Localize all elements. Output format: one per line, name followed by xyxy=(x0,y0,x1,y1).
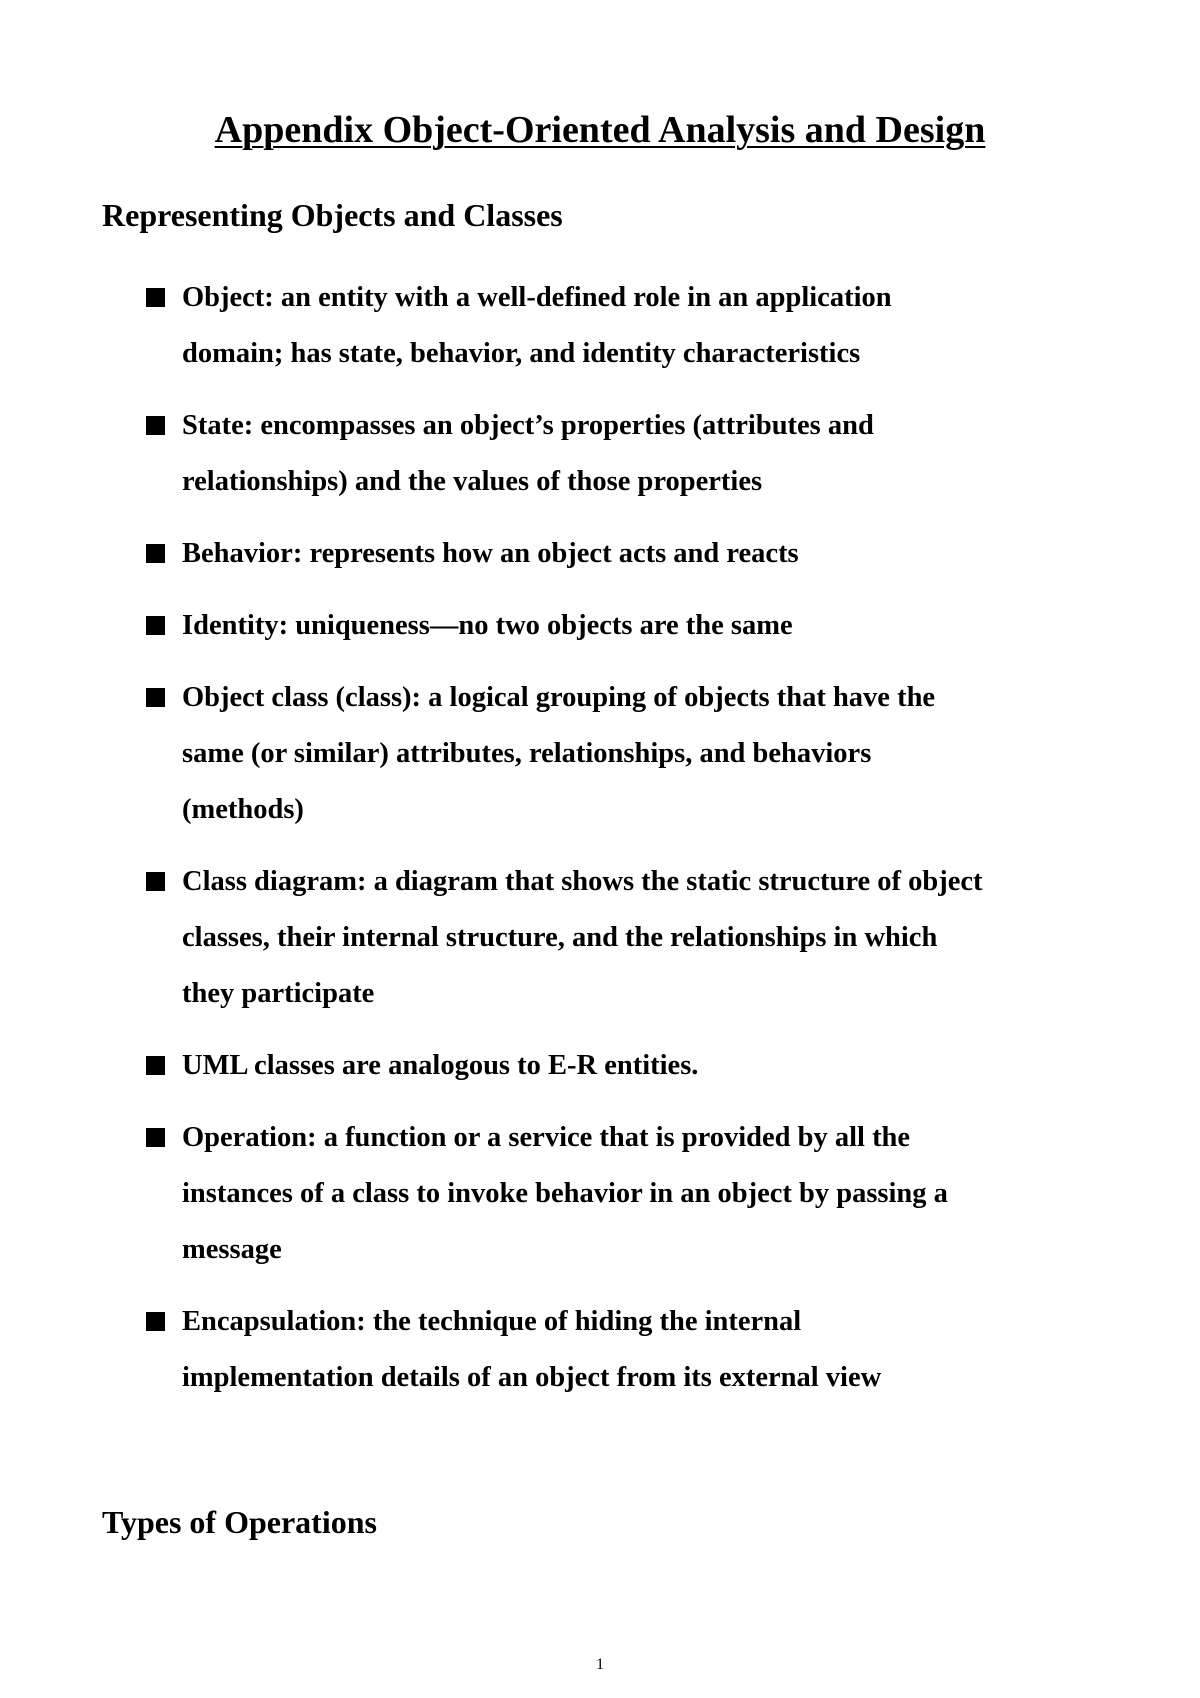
list-item-identity xyxy=(146,598,1106,654)
square-bullet-icon xyxy=(146,688,165,707)
list-item-object-class xyxy=(146,670,1106,838)
bullet-text: Object: an entity with a well-defined role in an application domain; has state, behavior, and identity characteristics xyxy=(182,282,892,369)
list-item-encapsulation xyxy=(146,1294,1106,1406)
bullet-text: Identity: uniqueness—no two objects are the same xyxy=(182,610,793,641)
square-bullet-icon xyxy=(146,616,165,635)
bullet-text: Behavior: represents how an object acts and reacts xyxy=(182,538,799,569)
definitions-list xyxy=(146,270,1106,1422)
square-bullet-icon xyxy=(146,1128,165,1147)
square-bullet-icon xyxy=(146,872,165,891)
list-item-class-diagram xyxy=(146,854,1106,1022)
bullet-text: UML classes are analogous to E-R entities. xyxy=(182,1050,699,1081)
square-bullet-icon xyxy=(146,1056,165,1075)
bullet-text: State: encompasses an object’s properties (attributes and relationships) and the values of those properties xyxy=(182,410,874,497)
list-item-operation xyxy=(146,1110,1106,1278)
square-bullet-icon xyxy=(146,416,165,435)
square-bullet-icon xyxy=(146,544,165,563)
bullet-text: Class diagram: a diagram that shows the static structure of object classes, their internal structure, and the relationships in which they participate xyxy=(182,866,983,1009)
list-item-behavior xyxy=(146,526,1106,582)
bullet-text: Operation: a function or a service that is provided by all the instances of a class to invoke behavior in an object by passing a message xyxy=(182,1122,948,1265)
bullet-text: Encapsulation: the technique of hiding the internal implementation details of an object from its external view xyxy=(182,1306,882,1393)
section-heading-types-of-operations: Types of Operations xyxy=(102,1504,377,1540)
bullet-text: Object class (class): a logical grouping of objects that have the same (or similar) attributes, relationships, and behaviors (methods) xyxy=(182,682,936,825)
page-title: Appendix Object-Oriented Analysis and Design xyxy=(214,109,986,151)
square-bullet-icon xyxy=(146,1312,165,1331)
square-bullet-icon xyxy=(146,288,165,307)
page-number: 1 xyxy=(596,1656,604,1673)
list-item-state xyxy=(146,398,1106,510)
list-item-object xyxy=(146,270,1106,382)
list-item-uml-classes xyxy=(146,1038,1106,1094)
section-heading-representing-objects: Representing Objects and Classes xyxy=(102,197,563,233)
